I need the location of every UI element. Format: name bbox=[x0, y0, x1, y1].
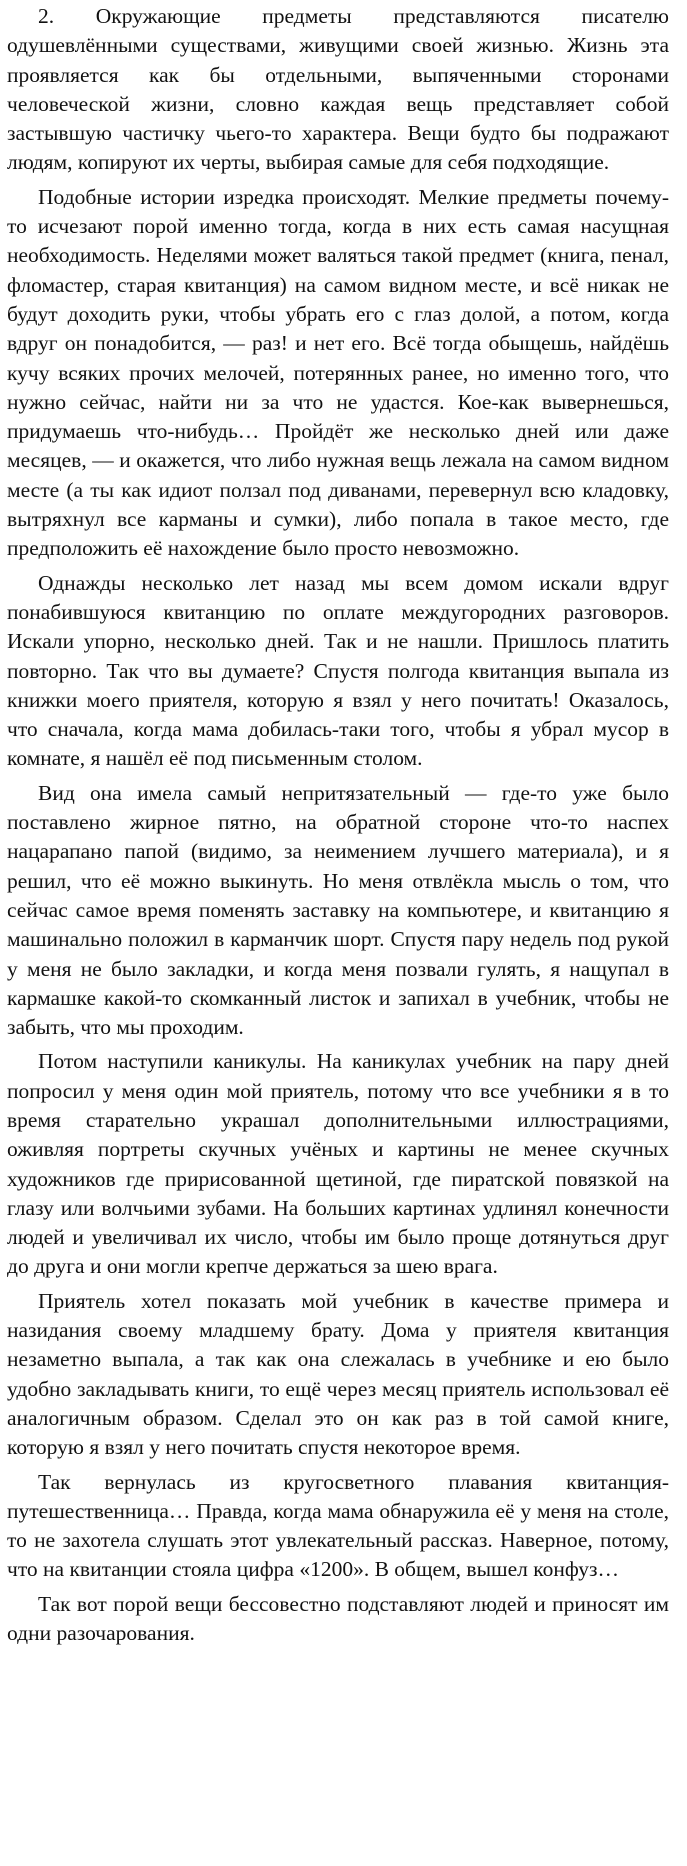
paragraph-1: 2. Окружающие предметы представляются писателю одушевлёнными существами, живущими своей жизнью. Жизнь эта проявляется как бы отдельными, выпяченными сторонами человеческой жизни, словно каждая вещь представляет собой застывшую частичку чьего-то характера. Вещи будто бы подражают людям, копируют их черты, выбирая самые для себя подходящие. bbox=[7, 4, 669, 175]
paragraph-5: Потом наступили каникулы. На каникулах учебник на пару дней попросил у меня один мой приятель, потому что все учебники я в то время старательно украшал дополнительными иллюстрациями, оживляя портреты скучных учёных и картины не менее скучных художников где пририсованной щетиной, где пиратской повязкой на глазу или волчьими зубами. На больших картинах удлинял конечности людей и увеличивал их число, чтобы им было проще дотянуться друг до друга и они могли крепче держаться за шею врага. bbox=[7, 1049, 669, 1279]
paragraph-3: Однажды несколько лет назад мы всем домом искали вдруг понабившуюся квитанцию по оплате междугородних разговоров. Искали упорно, несколько дней. Так и не нашли. Пришлось платить повторно. Так что вы думаете? Спустя полгода квитанция выпала из книжки моего приятеля, которую я взял у него почитать! Оказалось, что сначала, когда мама добилась-таки того, чтобы я убрал мусор в комнате, я нашёл её под письменным столом. bbox=[7, 570, 669, 771]
paragraph-7: Так вернулась из кругосветного плавания квитанция-путешественница… Правда, когда мама обнаружила её у меня на столе, то не захотела слушать этот увлекательный рассказ. Наверное, потому, что на квитанции стояла цифра «1200». В общем, вышел конфуз… bbox=[7, 1469, 669, 1582]
paragraph-2: Подобные истории изредка происходят. Мелкие предметы почему-то исчезают порой именно тогда, когда в них есть самая насущная необходимость. Неделями может валяться такой предмет (книга, пенал, фломастер, старая квитанция) на самом видном месте, и всё никак не будут доходить руки, чтобы убрать его с глаз долой, а потом, когда вдруг он понадобится, — раз! и нет его. Всё тогда обыщешь, найдёшь кучу всяких прочих мелочей, потерянных ранее, но именно того, что нужно сейчас, найти ни за что не удастся. Кое-как вывернешься, придумаешь что-нибудь… Пройдёт же несколько дней или даже месяцев, — и окажется, что либо нужная вещь лежала на самом видном месте (а ты как идиот ползал под диванами, перевернул всю кладовку, вытряхнул все карманы и сумки), либо попала в такое место, где предположить её нахождение было просто невозможно. bbox=[7, 184, 669, 561]
paragraph-8: Так вот порой вещи бессовестно подставляют людей и приносят им одни разочарования. bbox=[7, 1591, 669, 1646]
paragraph-6: Приятель хотел показать мой учебник в качестве примера и назидания своему младшему брату. Дома у приятеля квитанция незаметно выпала, а так как она слежалась в учебнике и ею было удобно закладывать книги, то ещё через месяц приятель использовал её аналогичным образом. Сделал это он как раз в той самой книге, которую я взял у него почитать спустя некоторое время. bbox=[7, 1288, 669, 1460]
paragraph-4: Вид она имела самый непритязательный — где-то уже было поставлено жирное пятно, на обратной стороне что-то наспех нацарапано папой (видимо, за неимением лучшего материала), и я решил, что её можно выкинуть. Но меня отвлёкла мысль о том, что сейчас самое время поменять заставку на компьютере, и квитанцию я машинально положил в карманчик шорт. Спустя пару недель под рукой у меня не было закладки, и когда меня позвали гулять, я нащупал в кармашке какой-то скомканный листок и запихал в учебник, чтобы не забыть, что мы проходим. bbox=[7, 780, 669, 1040]
